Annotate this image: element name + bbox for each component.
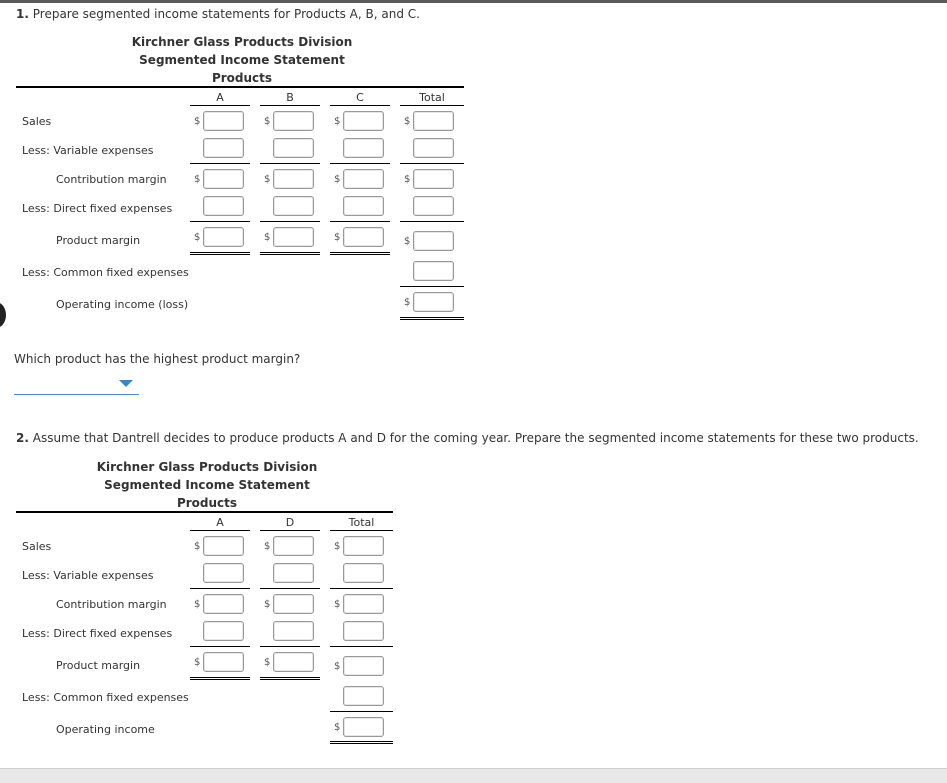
- part1-double-rule: [190, 252, 250, 255]
- top-border: [0, 0, 947, 3]
- part1-title-line1: Kirchner Glass Products Division: [131, 35, 353, 49]
- part2-col-d: D: [285, 516, 295, 529]
- part2-cm-a-input[interactable]: [203, 594, 244, 614]
- part2-header-rule: [16, 511, 393, 513]
- part2-subtotal-rule: [190, 646, 250, 647]
- part1-header-rule: [16, 86, 464, 88]
- part1-subtotal-rule: [330, 163, 390, 164]
- part2-label-common: Less: Common fixed expenses: [22, 691, 189, 704]
- part2-pm-d-input[interactable]: [273, 652, 314, 672]
- part2-double-rule: [190, 677, 250, 680]
- part1-double-rule: [330, 252, 390, 255]
- part2-subtotal-rule: [330, 588, 393, 589]
- part1-dollar-sign: $: [264, 232, 271, 243]
- part1-question-text: Prepare segmented income statements for Products A, B, and C.: [32, 7, 420, 21]
- part2-dollar-sign: $: [264, 599, 271, 610]
- part1-question: [16, 7, 420, 21]
- part1-variable-c-input[interactable]: [343, 138, 384, 158]
- part2-cm-d-input[interactable]: [273, 594, 314, 614]
- part2-cm-total-input[interactable]: [343, 594, 384, 614]
- part1-label-pm: Product margin: [56, 234, 141, 247]
- part1-double-rule: [260, 252, 320, 255]
- part1-label-variable: Less: Variable expenses: [22, 144, 154, 157]
- part2-title-line2: Segmented Income Statement: [104, 478, 310, 492]
- part2-dollar-sign: $: [194, 599, 201, 610]
- bottom-scrollbar-track[interactable]: [0, 768, 947, 783]
- part2-variable-total-input[interactable]: [343, 563, 384, 583]
- part1-sales-a-input[interactable]: [203, 111, 244, 131]
- part1-dollar-sign: $: [404, 116, 411, 127]
- part1-dollar-sign: $: [404, 297, 411, 308]
- part1-col-c: C: [356, 91, 364, 104]
- part1-label-oi: Operating income (loss): [56, 298, 189, 311]
- part1-direct-c-input[interactable]: [343, 196, 384, 216]
- part2-col-total-rule: [330, 530, 393, 531]
- part1-label-direct: Less: Direct fixed expenses: [22, 202, 173, 215]
- part1-col-b: B: [286, 91, 294, 104]
- part1-cm-c-input[interactable]: [343, 169, 384, 189]
- part1-pm-c-input[interactable]: [343, 227, 384, 247]
- part2-col-total: Total: [348, 516, 375, 529]
- part1-col-a: A: [216, 91, 224, 104]
- part1-dollar-sign: $: [334, 232, 341, 243]
- part2-col-a: A: [216, 516, 224, 529]
- part1-dollar-sign: $: [334, 174, 341, 185]
- part2-dollar-sign: $: [334, 599, 341, 610]
- part2-col-d-rule: [260, 530, 320, 531]
- part2-col-a-rule: [190, 530, 250, 531]
- part2-label-direct: Less: Direct fixed expenses: [22, 627, 173, 640]
- part2-label-oi: Operating income: [56, 723, 155, 736]
- part1-dollar-sign: $: [404, 174, 411, 185]
- part1-subtotal-rule: [330, 221, 390, 222]
- part2-question: [16, 431, 919, 445]
- part2-number: 2.: [16, 431, 29, 445]
- part1-direct-a-input[interactable]: [203, 196, 244, 216]
- part2-sales-total-input[interactable]: [343, 536, 384, 556]
- part1-variable-a-input[interactable]: [203, 138, 244, 158]
- part2-title-line3: Products: [176, 496, 238, 510]
- part2-oi-total-input[interactable]: [343, 717, 384, 737]
- part1-subtotal-rule: [400, 221, 464, 222]
- part1-subtotal-rule: [260, 221, 320, 222]
- part1-pm-b-input[interactable]: [273, 227, 314, 247]
- part2-common-total-input[interactable]: [343, 686, 384, 706]
- part2-subtotal-rule: [330, 711, 393, 712]
- part1-subtotal-rule: [260, 163, 320, 164]
- part2-subtotal-rule: [330, 646, 393, 647]
- part1-label-sales: Sales: [22, 115, 52, 128]
- part2-variable-d-input[interactable]: [273, 563, 314, 583]
- part1-direct-total-input[interactable]: [413, 196, 454, 216]
- part1-pm-a-input[interactable]: [203, 227, 244, 247]
- part1-label-cm: Contribution margin: [56, 173, 167, 186]
- part2-label-cm: Contribution margin: [56, 598, 167, 611]
- part1-title-line2: Segmented Income Statement: [139, 53, 345, 67]
- part2-subtotal-rule: [190, 588, 250, 589]
- part1-cm-a-input[interactable]: [203, 169, 244, 189]
- part1-subtotal-rule: [190, 163, 250, 164]
- part2-sales-d-input[interactable]: [273, 536, 314, 556]
- part2-dollar-sign: $: [334, 722, 341, 733]
- part1-direct-b-input[interactable]: [273, 196, 314, 216]
- part1-subtotal-rule: [400, 286, 464, 287]
- part1-col-b-rule: [260, 105, 320, 106]
- part2-variable-a-input[interactable]: [203, 563, 244, 583]
- part1-dollar-sign: $: [404, 236, 411, 247]
- part1-followup-question: Which product has the highest product margin?: [14, 352, 301, 366]
- part2-dollar-sign: $: [194, 657, 201, 668]
- part2-dollar-sign: $: [264, 657, 271, 668]
- chevron-down-icon[interactable]: [119, 380, 133, 387]
- part2-direct-a-input[interactable]: [203, 621, 244, 641]
- part2-dollar-sign: $: [194, 541, 201, 552]
- part2-pm-a-input[interactable]: [203, 652, 244, 672]
- part1-common-total-input[interactable]: [413, 261, 454, 281]
- part2-double-rule: [260, 677, 320, 680]
- part1-cm-b-input[interactable]: [273, 169, 314, 189]
- part1-col-a-rule: [190, 105, 250, 106]
- part1-label-common: Less: Common fixed expenses: [22, 266, 189, 279]
- part2-direct-d-input[interactable]: [273, 621, 314, 641]
- part1-sales-total-input[interactable]: [413, 111, 454, 131]
- part1-sales-c-input[interactable]: [343, 111, 384, 131]
- part2-subtotal-rule: [260, 646, 320, 647]
- part1-subtotal-rule: [190, 221, 250, 222]
- part2-question-text: Assume that Dantrell decides to produce products A and D for the coming year. Prepare the segmented income statements for these two products.: [32, 431, 919, 445]
- part1-sales-b-input[interactable]: [273, 111, 314, 131]
- part1-dollar-sign: $: [334, 116, 341, 127]
- part1-dollar-sign: $: [194, 116, 201, 127]
- part2-label-sales: Sales: [22, 540, 52, 553]
- part2-double-rule: [330, 741, 393, 744]
- part1-dollar-sign: $: [194, 174, 201, 185]
- part2-dollar-sign: $: [334, 661, 341, 672]
- part1-dollar-sign: $: [264, 116, 271, 127]
- highest-margin-dropdown[interactable]: [14, 376, 139, 395]
- part2-direct-total-input[interactable]: [343, 621, 384, 641]
- part1-title-line3: Products: [211, 71, 273, 85]
- part2-dollar-sign: $: [334, 541, 341, 552]
- part2-label-variable: Less: Variable expenses: [22, 569, 154, 582]
- part2-subtotal-rule: [260, 588, 320, 589]
- part1-col-total-rule: [400, 105, 464, 106]
- part1-pm-total-input[interactable]: [413, 231, 454, 251]
- side-handle[interactable]: [0, 302, 6, 328]
- part1-variable-total-input[interactable]: [413, 138, 454, 158]
- part2-sales-a-input[interactable]: [203, 536, 244, 556]
- part1-dollar-sign: $: [264, 174, 271, 185]
- part1-variable-b-input[interactable]: [273, 138, 314, 158]
- part1-number: 1.: [16, 7, 29, 21]
- part1-subtotal-rule: [400, 163, 464, 164]
- part2-pm-total-input[interactable]: [343, 656, 384, 676]
- part1-oi-total-input[interactable]: [413, 292, 454, 312]
- part1-dollar-sign: $: [194, 232, 201, 243]
- part1-col-c-rule: [330, 105, 390, 106]
- part2-dollar-sign: $: [264, 541, 271, 552]
- part2-title-line1: Kirchner Glass Products Division: [96, 460, 318, 474]
- part1-double-rule: [400, 317, 464, 320]
- part1-cm-total-input[interactable]: [413, 169, 454, 189]
- part2-label-pm: Product margin: [56, 659, 141, 672]
- part1-col-total: Total: [419, 91, 445, 104]
